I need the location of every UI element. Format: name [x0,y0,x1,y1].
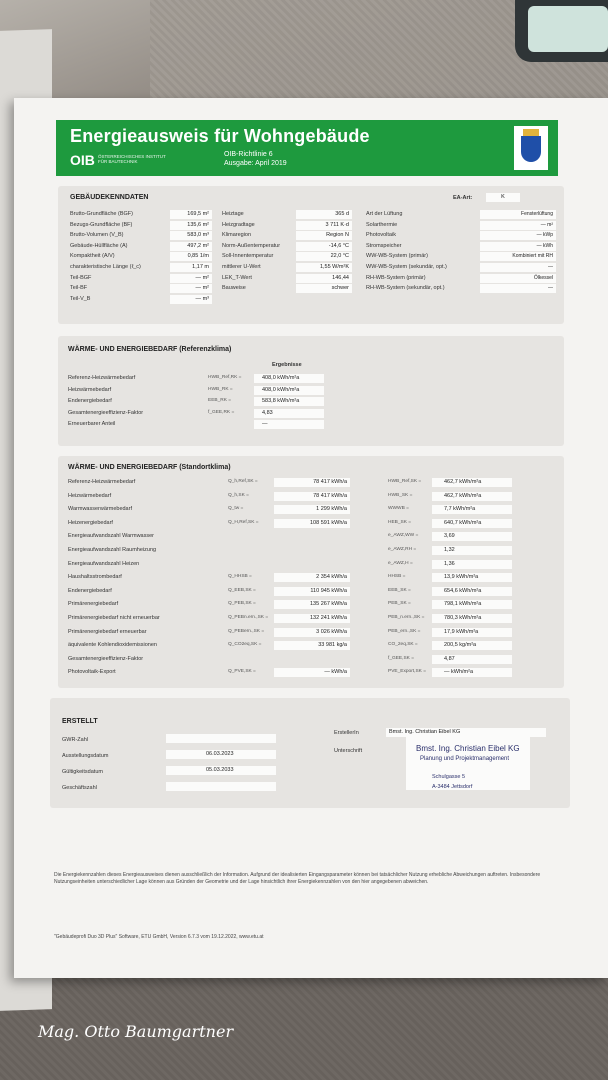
site-row-label: Primärenergiebedarf [68,601,119,608]
issued-row-value: 06.03.2023 [166,750,276,759]
site-row-value-specific: 798,1 kWh/m²a [432,600,512,609]
system-field-value: — [480,284,556,293]
building-field-label: Kompaktheit (A/V) [70,253,115,260]
site-row-symbol: Q_HHSB = [228,574,252,580]
site-row-symbol-specific: WWWB = [388,506,409,512]
system-field-label: Photovoltaik [366,232,396,239]
stamp-subtitle: Planung und Projektmanagement [420,756,510,762]
climate-field-label: Klimaregion [222,232,252,239]
building-field-label: Gebäude-Hüllfläche (A) [70,242,128,249]
climate-field-value: 365 d [296,210,352,219]
climate-field-value: -14,6 °C [296,242,352,251]
building-field-value: 169,5 m² [170,210,212,219]
site-row-value: 78 417 kWh/a [274,492,350,501]
oib-logo-subtitle: ÖSTERREICHISCHES INSTITUT FÜR BAUTECHNIK [98,154,166,164]
building-field-value: — m³ [170,295,212,304]
signature-label: Unterschrift [334,748,363,754]
site-row-symbol-specific: HWB_SK = [388,492,413,498]
building-field-label: charakteristische Länge (ℓ_c) [70,264,141,270]
reference-row-value: 408,0 kWh/m²a [254,374,324,383]
site-row-label: Energieaufwandszahl Warmwasser [68,533,154,540]
system-field-value: Fensterlüftung [480,210,556,219]
site-row-symbol: Q_PVE,SK = [228,669,256,675]
building-field-label: Teil-BGF [70,274,92,281]
reference-row-value: 583,8 kWh/m²a [254,397,324,406]
system-field-label: Art der Lüftung [366,211,403,217]
site-row-symbol-specific: e_AWZ,RH = [388,547,417,552]
site-row-value: 3 026 kWh/a [274,628,350,637]
site-row-symbol: Q_tw = [228,506,244,512]
building-field-value: 583,0 m³ [170,231,212,240]
ea-art-value: K [486,193,520,202]
system-field-value: Kombiniert mit RH [480,252,556,261]
site-row-symbol: Q_PEBern.,SK = [228,628,265,634]
system-field-value: — kWp [480,231,556,240]
oib-guideline-name: OIB-Richtlinie 6 [224,151,273,158]
system-field-value: — kWh [480,242,556,251]
site-row-value-specific: 13,9 kWh/m²a [432,573,512,582]
building-field-value: — m² [170,274,212,283]
stamp-company: Bmst. Ing. Christian Eibel KG [416,744,520,753]
site-row-label: Primärenergiebedarf erneuerbar [68,628,147,635]
site-row-symbol: Q_CO2eq,SK = [228,642,262,648]
climate-field-label: mittlerer U-Wert [222,264,261,270]
document-page [14,98,608,978]
system-field-label: RH-WB-System (primär) [366,274,426,281]
oib-guideline [224,150,287,168]
site-row-label: Primärenergiebedarf nicht erneuerbar [68,615,160,621]
reference-row-symbol: HWB_Ref,RK = [208,375,242,380]
site-row-value-specific: 1,36 [432,560,512,569]
issued-row-label: Gültigkeitsdatum [62,769,103,775]
site-row-value: 78 417 kWh/a [274,478,350,487]
climate-field-value: Region N [296,231,352,240]
site-row-symbol-specific: PEB_n.ern.,SK = [388,615,425,620]
system-field-value: Ölkessel [480,274,556,283]
reference-row-label: Endenergiebedarf [68,398,112,404]
site-row-value: 135 267 kWh/a [274,600,350,609]
site-row-value-specific: 654,6 kWh/m²a [432,587,512,596]
document-header [56,120,558,176]
site-row-symbol-specific: e_AWZ,H = [388,560,413,566]
site-row-value-specific: 200,5 kg/m²a [432,641,512,650]
issued-row-label: Geschäftszahl [62,785,97,791]
building-data-title: GEBÄUDEKENNDATEN [70,194,149,201]
climate-field-value: 22,0 °C [296,252,352,261]
site-row-symbol: Q_PEB,SK = [228,601,256,607]
building-field-label: Teil-V_B [70,295,91,302]
disclaimer-note: Die Energiekennzahlen dieses Energieausweises dienen ausschließlich der Information. Aufgrund der idealisierten Eingangsparameter können bei tatsächlicher Nutzung erhebliche Abweichungen auftreten. Insbesondere Nutzungseinheiten unterschiedlicher Lage können aus Gründen der Geometrie und der Lage hinsichtlich ihrer Energiekennzahlen von den hier angegebenen abweichen. [54,872,541,885]
system-field-value: — [480,263,556,272]
site-row-symbol-specific: PVE_Export,SK = [388,669,426,675]
site-row-symbol: Q_h,Ref,SK = [228,479,258,484]
building-field-value: 1,17 m [170,263,212,272]
oib-logo: OIB [70,152,95,168]
issued-row-value [166,734,276,743]
creator-label: ErstellerIn [334,730,359,736]
background-bottom [0,960,608,1080]
building-field-value: 497,2 m² [170,242,212,251]
site-row-value: 33 981 kg/a [274,641,350,650]
site-row-value-specific: 462,7 kWh/m²a [432,492,512,501]
issued-row-value: 05.03.2033 [166,766,276,775]
site-row-label: äquivalente Kohlendioxidemissionen [68,642,157,649]
issued-row-value [166,782,276,791]
reference-row-symbol: EEB_RK = [208,398,232,403]
photographer-watermark: Mag. Otto Baumgartner [38,1022,234,1041]
reference-row-value: — [254,420,324,429]
site-row-label: Heizenergiebedarf [68,519,113,526]
site-row-symbol-specific: CO_2eq,SK = [388,642,418,648]
building-data-panel [58,186,564,324]
site-row-label: Referenz-Heizwärmebedarf [68,479,136,485]
stamp-street: Schulgasse 5 [432,774,466,780]
site-row-value-specific: 780,3 kWh/m²a [432,614,512,623]
building-field-label: Brutto-Grundfläche (BGF) [70,211,133,217]
site-row-symbol-specific: PEB_ern.,SK = [388,628,421,634]
device-screen [528,6,608,52]
site-row-value: 110 945 kWh/a [274,587,350,596]
site-row-label: Warmwasserwärmebedarf [68,506,132,513]
site-row-value: — kWh/a [274,668,350,677]
document-title: Energieausweis für Wohngebäude [70,126,370,146]
issued-title: ERSTELLT [62,718,98,725]
site-row-symbol: Q_PEBn.ern.,SK = [228,615,269,620]
site-row-symbol-specific: PEB_SK = [388,601,411,607]
site-row-value-specific: 1,32 [432,546,512,555]
site-row-value-specific: 17,9 kWh/m²a [432,628,512,637]
building-field-value: 135,6 m² [170,221,212,230]
climate-field-value: schwer [296,284,352,293]
climate-field-label: Norm-Außentemperatur [222,242,281,249]
site-row-value: 108 591 kWh/a [274,519,350,528]
stamp-city: A-3484 Jettsdorf [432,784,473,790]
site-row-value-specific: 462,7 kWh/m²a [432,478,512,487]
site-climate-title: WÄRME- UND ENERGIEBEDARF (Standortklima) [68,464,231,471]
building-field-value: 0,85 1/m [170,252,212,261]
site-row-symbol-specific: HWB_Ref,SK = [388,479,422,484]
site-row-value: 1 299 kWh/a [274,505,350,514]
site-row-symbol: Q_H,Ref,SK = [228,519,259,525]
reference-row-label: Gesamtenergieeffizienz-Faktor [68,409,144,416]
reference-row-label: Heizwärmebedarf [68,386,112,393]
reference-row-value: 408,0 kWh/m²a [254,386,324,395]
system-field-label: WW-WB-System (sekundär, opt.) [366,264,447,270]
site-row-label: Photovoltaik-Export [68,669,116,676]
climate-field-label: LEK_T-Wert [222,274,252,281]
site-row-symbol-specific: f_GEE,SK = [388,655,414,661]
site-row-symbol-specific: e_AWZ,WW = [388,533,419,539]
climate-field-label: Heiztage [222,211,244,217]
site-row-value: 132 241 kWh/a [274,614,350,623]
site-row-value-specific: 4,87 [432,655,512,664]
building-field-label: Teil-BF [70,285,88,292]
site-row-label: Heizwärmebedarf [68,492,112,499]
reference-row-label: Erneuerbarer Anteil [68,421,116,427]
site-row-value-specific: 3,69 [432,532,512,541]
reference-row-value: 4,83 [254,409,324,418]
site-row-label: Endenergiebedarf [68,587,112,594]
climate-field-value: 1,55 W/m²K [296,263,352,272]
climate-field-label: Soll-Innentemperatur [222,253,274,260]
creator-value: Bmst. Ing. Christian Eibel KG [386,728,546,737]
site-row-label: Energieaufwandszahl Heizen [68,560,140,567]
site-row-value-specific: 640,7 kWh/m²a [432,519,512,528]
system-field-label: Stromspeicher [366,242,402,249]
system-field-label: WW-WB-System (primär) [366,253,428,260]
climate-field-label: Heizgradtage [222,221,255,228]
results-header: Ergebnisse [272,362,302,368]
site-row-symbol: Q_h,SK = [228,492,249,498]
site-row-label: Energieaufwandszahl Raumheizung [68,547,157,553]
site-row-symbol: Q_EEB,SK = [228,587,256,593]
oib-guideline-edition: Ausgabe: April 2019 [224,160,287,167]
building-field-value: — m² [170,284,212,293]
issued-row-label: GWR-Zahl [62,737,88,743]
site-row-label: Gesamtenergieeffizienz-Faktor [68,655,144,662]
site-row-value-specific: — kWh/m²a [432,668,512,677]
system-field-label: Solarthermie [366,221,398,228]
ea-art-label: EA-Art: [453,195,473,201]
issued-row-label: Ausstellungsdatum [62,753,109,759]
site-row-symbol-specific: HHSB = [388,574,406,580]
site-row-symbol-specific: HEB_SK = [388,519,412,525]
site-climate-panel [58,456,564,688]
reference-row-symbol: f_GEE,RK = [208,409,235,415]
site-row-value-specific: 7,7 kWh/m²a [432,505,512,514]
system-field-value: — m² [480,221,556,230]
site-row-value: 2 354 kWh/a [274,573,350,582]
site-row-label: Haushaltsstrombedarf [68,574,122,581]
site-row-symbol-specific: EEB_SK = [388,587,411,593]
climate-field-value: 3 711 K·d [296,221,352,230]
climate-field-label: Bauweise [222,285,246,292]
system-field-label: RH-WB-System (sekundär, opt.) [366,285,445,292]
reference-row-symbol: HWB_RK = [208,386,233,392]
reference-climate-panel [58,336,564,446]
state-crest-icon [514,126,548,170]
reference-row-label: Referenz-Heizwärmebedarf [68,375,136,381]
building-field-label: Brutto-Volumen (V_B) [70,232,124,239]
software-note: "Gebäudeprofi Duo 3D Plus" Software, ETU GmbH, Version 6.7.3 vom 19.12.2022, www.etu.at [54,934,264,940]
climate-field-value: 146,44 [296,274,352,283]
building-field-label: Bezugs-Grundfläche (BF) [70,221,133,228]
reference-climate-title: WÄRME- UND ENERGIEBEDARF (Referenzklima) [68,346,232,353]
